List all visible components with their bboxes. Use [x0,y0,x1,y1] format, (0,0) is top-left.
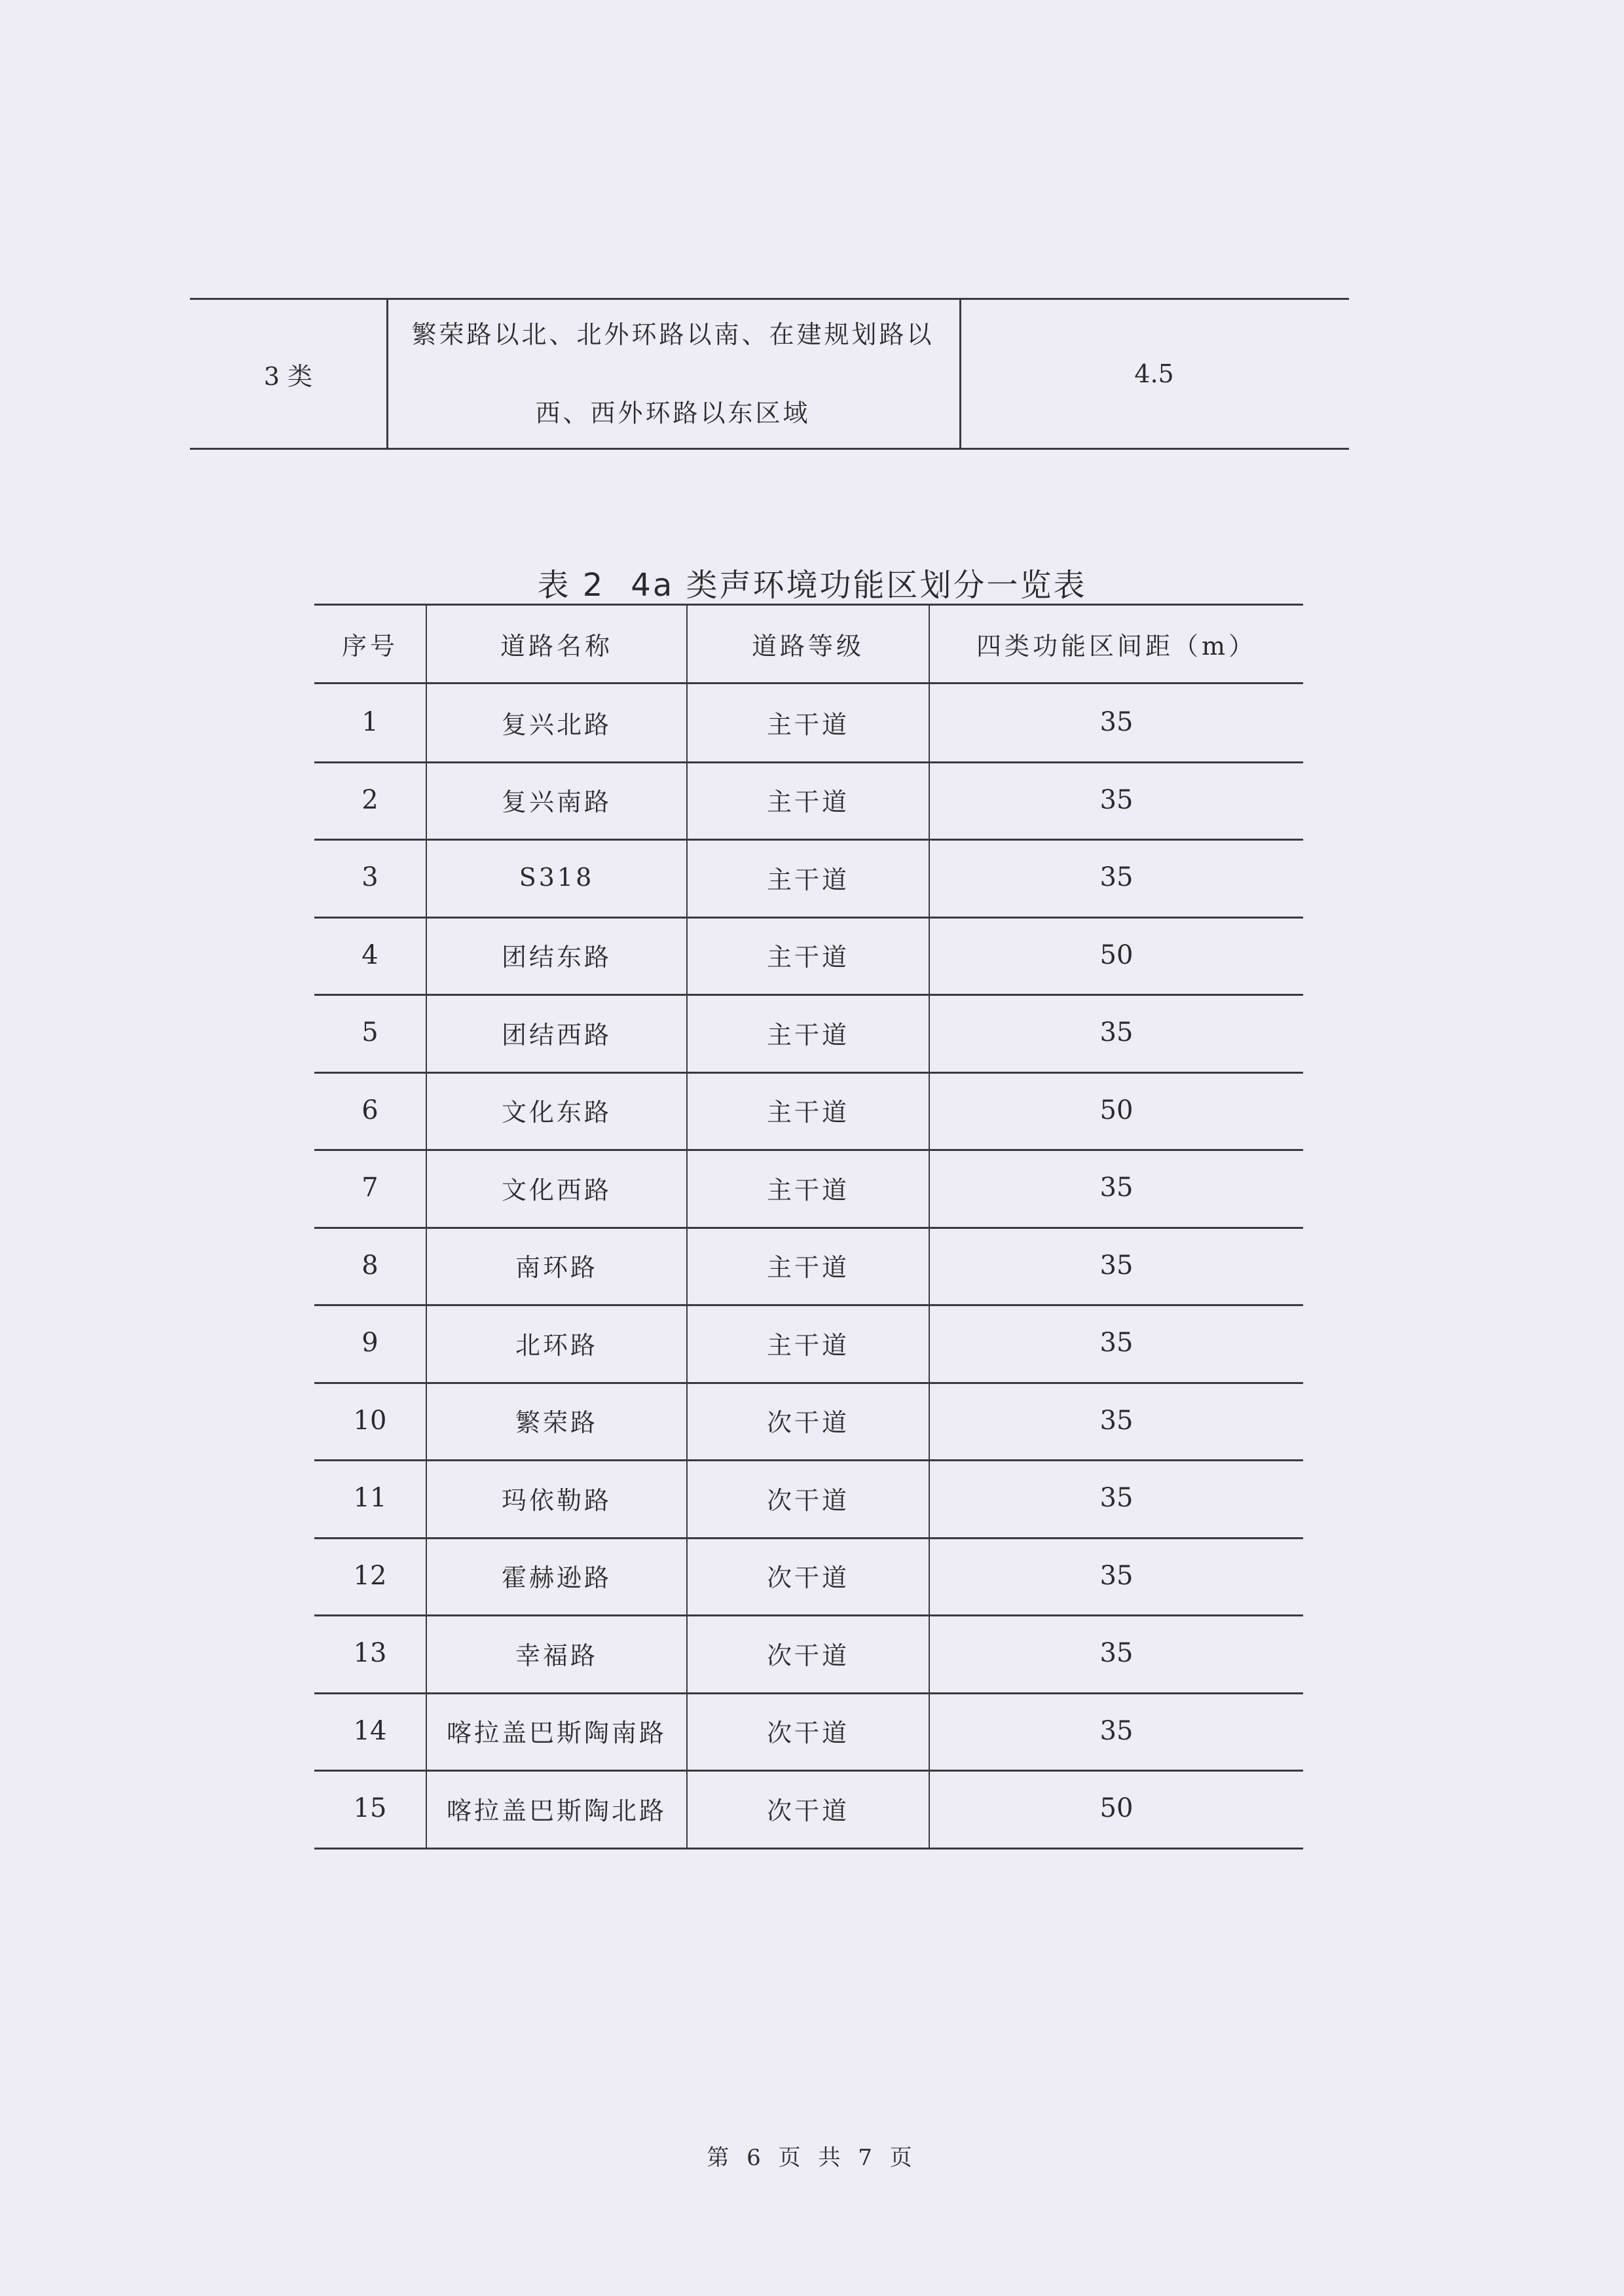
cell-road-grade: 次干道 [686,1614,929,1692]
cell-distance: 35 [929,683,1303,761]
cell-road-grade: 主干道 [686,1227,929,1305]
cell-distance: 35 [929,1149,1303,1227]
cell-serial: 1 [361,707,378,738]
cell-road-grade: 次干道 [686,1459,929,1537]
cell-road-grade: 次干道 [686,1537,929,1615]
region-description-line1: 繁荣路以北、北外环路以南、在建规划路以 [411,320,934,349]
cell-road-grade: 主干道 [686,1072,929,1150]
table-row [314,1459,1303,1537]
table-row [314,839,1303,917]
cell-distance: 35 [929,1382,1303,1460]
cell-road-name: 复兴北路 [426,683,686,761]
table-row [314,1304,1303,1382]
cell-serial: 9 [361,1328,378,1358]
table-row [314,1149,1303,1227]
cell-serial: 3 [361,862,378,893]
cell-serial: 14 [353,1715,387,1746]
table-rule [314,1848,1303,1850]
table-row [314,683,1303,761]
table-row [314,1072,1303,1150]
cell-road-grade: 次干道 [686,1692,929,1770]
table-caption-title: 4a 类声环境功能区划分一览表 [631,567,1087,604]
cell-distance: 35 [929,1227,1303,1305]
region-description-cell [386,300,959,448]
cell-road-grade: 主干道 [686,839,929,917]
value-cell: 4.5 [1134,359,1174,388]
cell-road-name: 南环路 [426,1227,686,1305]
cell-distance: 35 [929,761,1303,839]
cell-road-name: S318 [426,839,686,917]
table-caption-number: 表 2 [537,567,605,604]
cell-serial: 5 [361,1017,378,1048]
cell-road-name: 文化东路 [426,1072,686,1150]
table-row [314,761,1303,839]
table-header-row [314,605,1303,682]
cell-distance: 35 [929,1614,1303,1692]
cell-road-name: 团结西路 [426,994,686,1072]
cell-road-name: 复兴南路 [426,761,686,839]
cell-serial: 4 [361,939,378,970]
cell-road-grade: 主干道 [686,994,929,1072]
cell-distance: 50 [929,917,1303,994]
cell-serial: 15 [353,1793,387,1824]
cell-road-name: 玛依勒路 [426,1459,686,1537]
cell-road-name: 繁荣路 [426,1382,686,1460]
table-row [314,1770,1303,1848]
cell-road-grade: 主干道 [686,683,929,761]
header-road-grade: 道路等级 [686,605,929,682]
cell-distance: 35 [929,1304,1303,1382]
cell-serial: 7 [361,1173,378,1203]
cell-road-name: 北环路 [426,1304,686,1382]
continued-table [190,298,1349,450]
cell-serial: 6 [361,1095,378,1125]
cell-serial: 10 [353,1405,387,1436]
cell-distance: 50 [929,1770,1303,1848]
table-row [314,994,1303,1072]
table-row [314,1382,1303,1460]
cell-road-name: 霍赫逊路 [426,1537,686,1615]
cell-serial: 2 [361,784,378,815]
cell-distance: 35 [929,1459,1303,1537]
cell-road-name: 团结东路 [426,917,686,994]
cell-distance: 35 [929,839,1303,917]
cell-road-grade: 主干道 [686,1304,929,1382]
table-row [314,1227,1303,1305]
cell-serial: 13 [353,1638,387,1669]
table-row [314,1692,1303,1770]
category-cell: 3 类 [263,361,313,391]
cell-serial: 12 [353,1560,387,1591]
cell-road-name: 幸福路 [426,1614,686,1692]
cell-road-grade: 主干道 [686,1149,929,1227]
cell-road-grade: 次干道 [686,1770,929,1848]
cell-distance: 35 [929,1692,1303,1770]
cell-road-grade: 主干道 [686,761,929,839]
cell-road-name: 喀拉盖巴斯陶北路 [426,1770,686,1848]
cell-distance: 50 [929,1072,1303,1150]
cell-distance: 35 [929,1537,1303,1615]
cell-road-grade: 主干道 [686,917,929,994]
header-road-name: 道路名称 [426,605,686,682]
table-row [314,917,1303,994]
cell-road-name: 文化西路 [426,1149,686,1227]
cell-serial: 11 [353,1483,387,1514]
cell-distance: 35 [929,994,1303,1072]
table-row [314,1537,1303,1615]
region-description-line2: 西、西外环路以东区域 [535,399,811,428]
cell-road-name: 喀拉盖巴斯陶南路 [426,1692,686,1770]
header-serial: 序号 [341,631,398,661]
table-row [314,1614,1303,1692]
cell-road-grade: 次干道 [686,1382,929,1460]
page-footer: 第 6 页 共 7 页 [707,2145,917,2171]
header-distance: 四类功能区间距（m） [929,605,1303,682]
cell-serial: 8 [361,1250,378,1281]
table-caption [0,560,1624,605]
